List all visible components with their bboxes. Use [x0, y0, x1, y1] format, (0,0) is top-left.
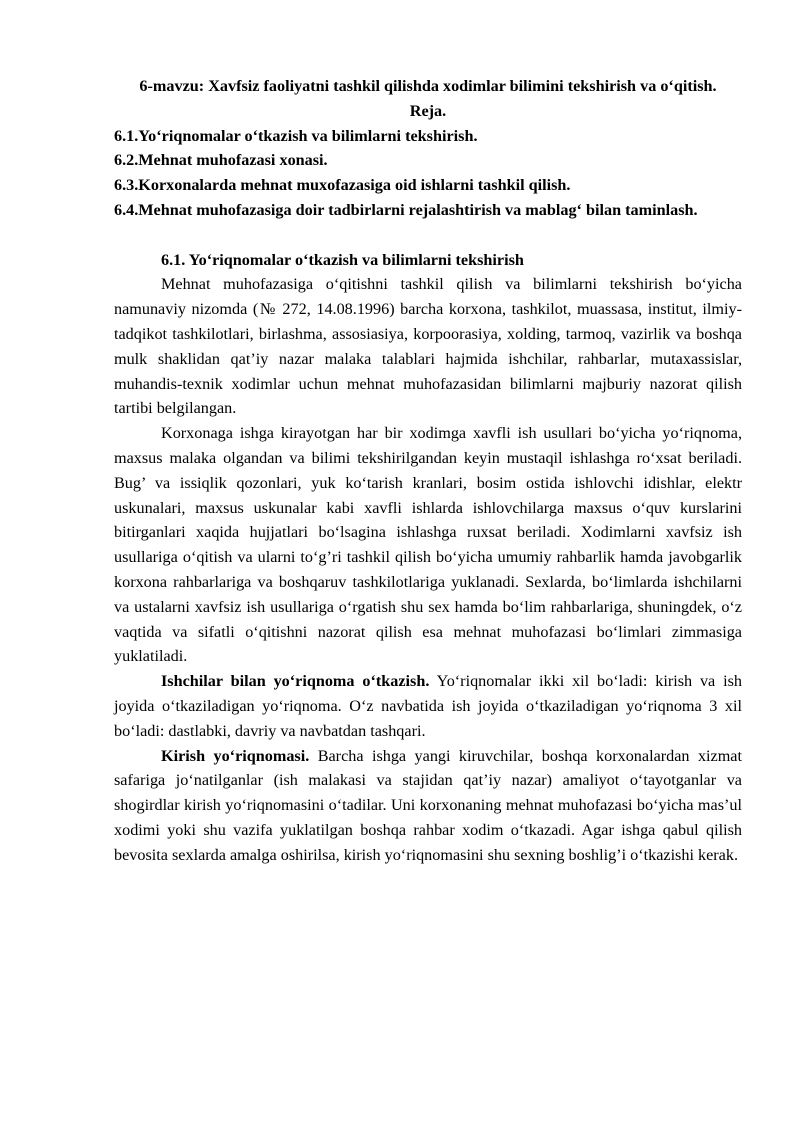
plan-item: 6.3.Korxonalarda mehnat muxofazasiga oid ishlarni tashkil qilish. — [114, 176, 571, 195]
plan-item: 6.2.Mehnat muhofazasi xonasi. — [114, 151, 328, 170]
paragraph-text: Mehnat muhofazasiga o‘qitishni tashkil qilish va bilimlarni tekshirish bo‘yicha namunaviy nizomda (№ 272, 14.08.1996) barcha korxona, tashkilot, muassasa, institut, ilmiy-tadqikot tashkilotlari, birlashma, assosiasiya, korpoorasiya, xolding, tarmoq, vazirlik va boshqa mulk shaklidan qat’iy nazar malaka talablari hajmida ishchilar, rahbarlar, mutaxassislar, muhandis-texnik xodimlar uchun mehnat muhofazasidan bilimlarni majburiy nazorat qilish tartibi belgilangan. — [114, 275, 742, 418]
document-title: 6-mavzu: Xavfsiz faoliyatni tashkil qilishda xodimlar bilimini tekshirish va o‘qitish. — [139, 77, 717, 95]
paragraph-lead: Kirish yo‘riqnomasi. — [161, 746, 310, 765]
paragraph-text: Korxonaga ishga kirayotgan har bir xodimga xavfli ish usullari bo‘yicha yo‘riqnoma, maxsus malaka olgandan va bilimi tekshirilgandan keyin mustaqil ishlashga ro‘xsat beriladi. Bug’ va issiqlik qozonlari, yuk ko‘tarish kranlari, bosim ostida ishlovchi idishlar, elektr uskunalari, maxsus uskunalar kabi xavfli ishlarda ishlovchilarga maxsus o‘quv kurslarini bitirganlari xaqida hujjatlari bo‘lsagina ishlashga ruxsat beriladi. Xodimlarni xavfsiz ish usullariga o‘qitish va ularni to‘g’ri tashkil qilish bo‘yicha umumiy rahbarlik hamda javobgarlik korxona rahbarlariga va boshqaruv tashkilotlariga yuklanadi. Sexlarda, bo‘limlarda ishchilarni va ustalarni xavfsiz ish usullariga o‘rgatish shu sex hamda bo‘lim rahbarlariga, shuningdek, o‘z vaqtida va sifatli o‘qitishni nazorat qilish esa mehnat muhofazasi bo‘limlari zimmasiga yuklatiladi. — [114, 424, 742, 666]
body-paragraph — [114, 421, 742, 669]
plan-item: 6.4.Mehnat muhofazasiga doir tadbirlarni rejalashtirish va mablag‘ bilan taminlash. — [114, 200, 698, 219]
document-page — [114, 74, 742, 868]
body-paragraph — [114, 669, 742, 743]
paragraph-text: Yo‘riqnomalar ikki xil bo‘ladi: kirish va ish joyida o‘tkaziladigan yo‘riqnoma. O‘z navbatida ish joyida o‘tkaziladigan yo‘riqnoma 3 xil bo‘ladi: dastlabki, davriy va navbatdan tashqari. — [114, 672, 742, 740]
plan-label: Reja. — [409, 101, 447, 120]
blank-line — [114, 223, 742, 248]
body-paragraph — [114, 744, 742, 868]
paragraph-text: Barcha ishga yangi kiruvchilar, boshqa korxonalardan xizmat safariga jo‘natilganlar (ish malakasi va stajidan qat’iy nazar) amaliyot o‘tayotganlar va shogirdlar kirish yo‘riqnomasini o‘tadilar. Uni korxonaning mehnat muhofazasi bo‘yicha mas’ul xodimi yoki shu vazifa yuklatilgan boshqa rahbar xodim o‘tkazadi. Agar ishga qabul qilish bevosita sexlarda amalga oshirilsa, kirish yo‘riqnomasini shu sexning boshlig’i o‘tkazishi kerak. — [114, 746, 742, 864]
section-heading: 6.1. Yo‘riqnomalar o‘tkazish va bilimlarni tekshirish — [161, 250, 524, 269]
plan-list — [114, 124, 742, 223]
plan-item: 6.1.Yo‘riqnomalar o‘tkazish va bilimlarni tekshirish. — [114, 126, 478, 145]
body-paragraph — [114, 272, 742, 421]
paragraph-lead: Ishchilar bilan yo‘riqnoma o‘tkazish. — [161, 672, 430, 691]
